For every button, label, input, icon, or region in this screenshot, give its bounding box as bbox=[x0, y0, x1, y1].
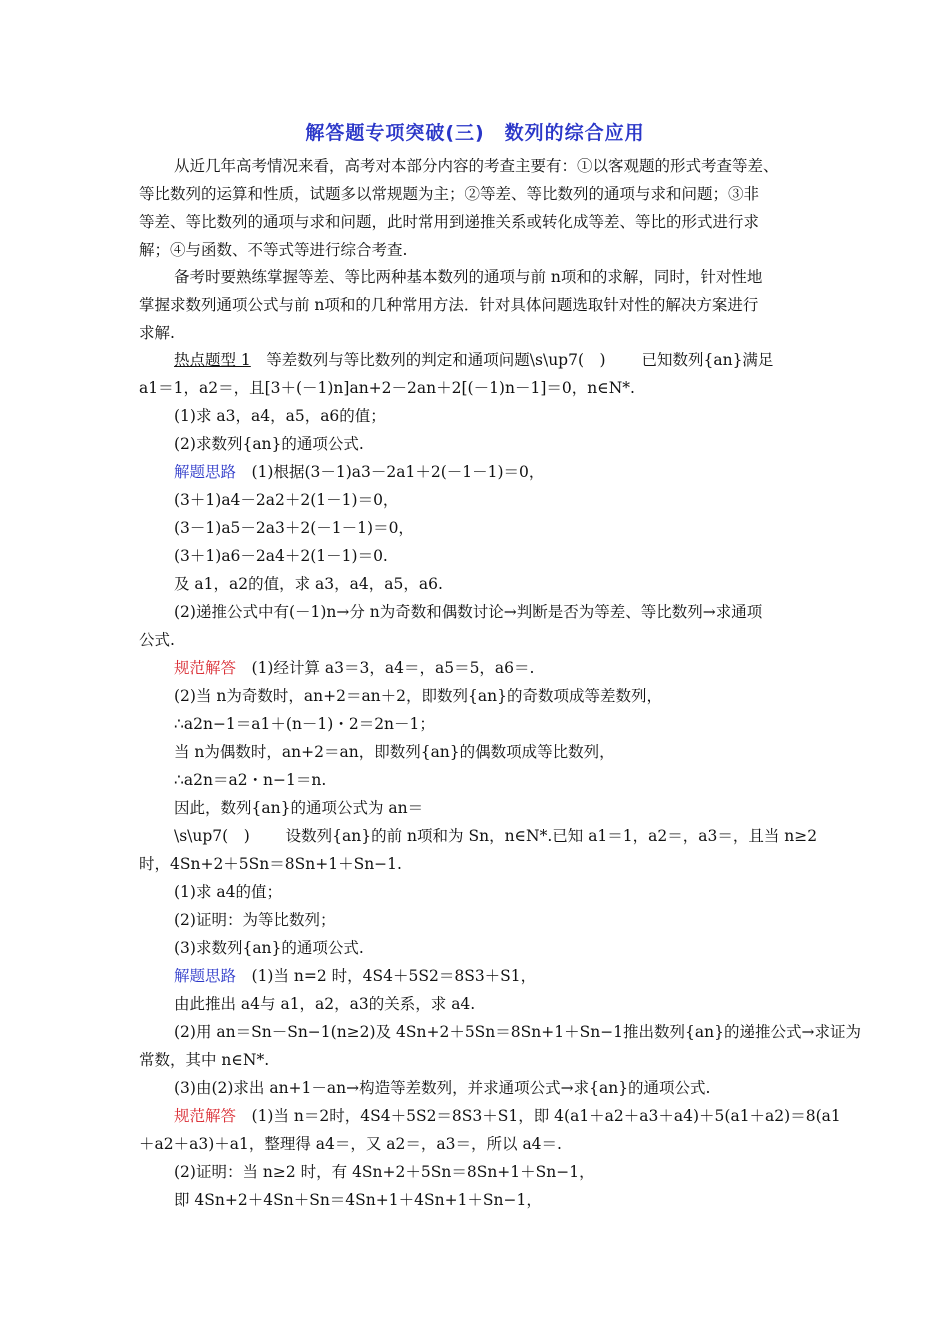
think-line: (3＋1)a4－2a2＋2(1－1)＝0， bbox=[174, 491, 399, 509]
question-line: (2)证明：为等比数列； bbox=[174, 911, 336, 929]
think-line: (3－1)a5－2a3＋2(－1－1)＝0， bbox=[174, 519, 414, 537]
solution-line: (2)证明：当 n≥2 时，有 4Sn+2＋5Sn＝8Sn+1＋Sn−1， bbox=[174, 1163, 595, 1181]
question-line: 时，4Sn+2＋5Sn＝8Sn+1＋Sn−1. bbox=[139, 855, 402, 873]
prep-line: 备考时要熟练掌握等差、等比两种基本数列的通项与前 n项和的求解，同时，针对性地 bbox=[174, 268, 763, 286]
solution-label: 规范解答 bbox=[174, 1107, 237, 1125]
think-line: 及 a1，a2的值，求 a3，a4，a5，a6. bbox=[174, 575, 443, 593]
solution-line: 当 n为偶数时，an+2＝an，即数列{an}的偶数项成等比数列， bbox=[174, 743, 615, 761]
think-line bbox=[174, 462, 544, 482]
prep-line: 求解. bbox=[139, 324, 175, 342]
think-text: (1)根据(3－1)a3－2a1＋2(－1－1)＝0， bbox=[236, 463, 545, 481]
hot-topic-line bbox=[174, 350, 773, 370]
solution-line bbox=[174, 1106, 841, 1126]
think-line: (3＋1)a6－2a4＋2(1－1)＝0. bbox=[174, 547, 388, 565]
think-line: 公式. bbox=[139, 631, 175, 649]
hot-topic-label: 热点题型 1 bbox=[174, 351, 251, 369]
solution-text: (1)经计算 a3＝3，a4＝，a5＝5，a6＝. bbox=[236, 659, 535, 677]
solution-line: ∴a2n−1＝a1＋(n－1)・2＝2n－1； bbox=[174, 715, 435, 733]
intro-line: 解；④与函数、不等式等进行综合考查. bbox=[139, 241, 408, 259]
think-line: (2)用 an＝Sn－Sn−1(n≥2)及 4Sn+2＋5Sn＝8Sn+1＋Sn−1推出数列{an}的递推公式→求证为 bbox=[174, 1023, 861, 1041]
page-title: 解答题专项突破(三) 数列的综合应用 bbox=[305, 122, 645, 144]
solution-label: 规范解答 bbox=[174, 659, 237, 677]
hot-topic-text: 等差数列与等比数列的判定和通项问题\s\up7( ) 已知数列{an}满足 bbox=[250, 351, 774, 369]
think-line: (2)递推公式中有(－1)n→分 n为奇数和偶数讨论→判断是否为等差、等比数列→求通项 bbox=[174, 603, 763, 621]
prep-line: 掌握求数列通项公式与前 n项和的几种常用方法．针对具体问题选取针对性的解决方案进行 bbox=[139, 296, 759, 314]
solution-line: ∴a2n＝a2・n−1＝n. bbox=[174, 771, 327, 789]
think-label: 解题思路 bbox=[174, 967, 237, 985]
solution-text: (1)当 n＝2时，4S4＋5S2＝8S3＋S1，即 4(a1＋a2＋a3＋a4)＋5(a1＋a2)＝8(a1 bbox=[236, 1107, 841, 1125]
question-line: (3)求数列{an}的通项公式. bbox=[174, 939, 364, 957]
solution-line bbox=[174, 658, 534, 678]
intro-line: 从近几年高考情况来看，高考对本部分内容的考查主要有：①以客观题的形式考查等差、 bbox=[174, 157, 779, 175]
intro-line: 等差、等比数列的通项与求和问题，此时常用到递推关系或转化成等差、等比的形式进行求 bbox=[139, 213, 760, 231]
question-line: \s\up7( ) 设数列{an}的前 n项和为 Sn，n∈N*.已知 a1＝1，a2＝，a3＝，且当 n≥2 bbox=[174, 827, 818, 845]
think-line: 常数，其中 n∈N*. bbox=[139, 1051, 270, 1069]
think-line: 由此推出 a4与 a1，a2，a3的关系，求 a4. bbox=[174, 995, 476, 1013]
solution-line: 因此，数列{an}的通项公式为 an＝ bbox=[174, 799, 424, 817]
intro-line: 等比数列的运算和性质，试题多以常规题为主；②等差、等比数列的通项与求和问题；③非 bbox=[139, 185, 760, 203]
solution-line: (2)当 n为奇数时，an+2＝an＋2，即数列{an}的奇数项成等差数列， bbox=[174, 687, 662, 705]
question-line: (1)求 a4的值； bbox=[174, 883, 282, 901]
question-line: a1＝1，a2＝，且[3＋(－1)n]an+2－2an＋2[(－1)n－1]＝0，n∈N*. bbox=[139, 379, 635, 397]
solution-line: ＋a2＋a3)＋a1，整理得 a4＝，又 a2＝，a3＝，所以 a4＝. bbox=[139, 1135, 562, 1153]
think-label: 解题思路 bbox=[174, 463, 237, 481]
think-line: (3)由(2)求出 an+1－an→构造等差数列，并求通项公式→求{an}的通项公式. bbox=[174, 1079, 711, 1097]
question-line: (1)求 a3，a4，a5，a6的值； bbox=[174, 407, 386, 425]
question-line: (2)求数列{an}的通项公式. bbox=[174, 435, 364, 453]
think-text: (1)当 n=2 时，4S4＋5S2＝8S3＋S1， bbox=[236, 967, 537, 985]
think-line bbox=[174, 966, 536, 986]
solution-line: 即 4Sn+2＋4Sn＋Sn＝4Sn+1＋4Sn+1＋Sn−1， bbox=[174, 1191, 542, 1209]
